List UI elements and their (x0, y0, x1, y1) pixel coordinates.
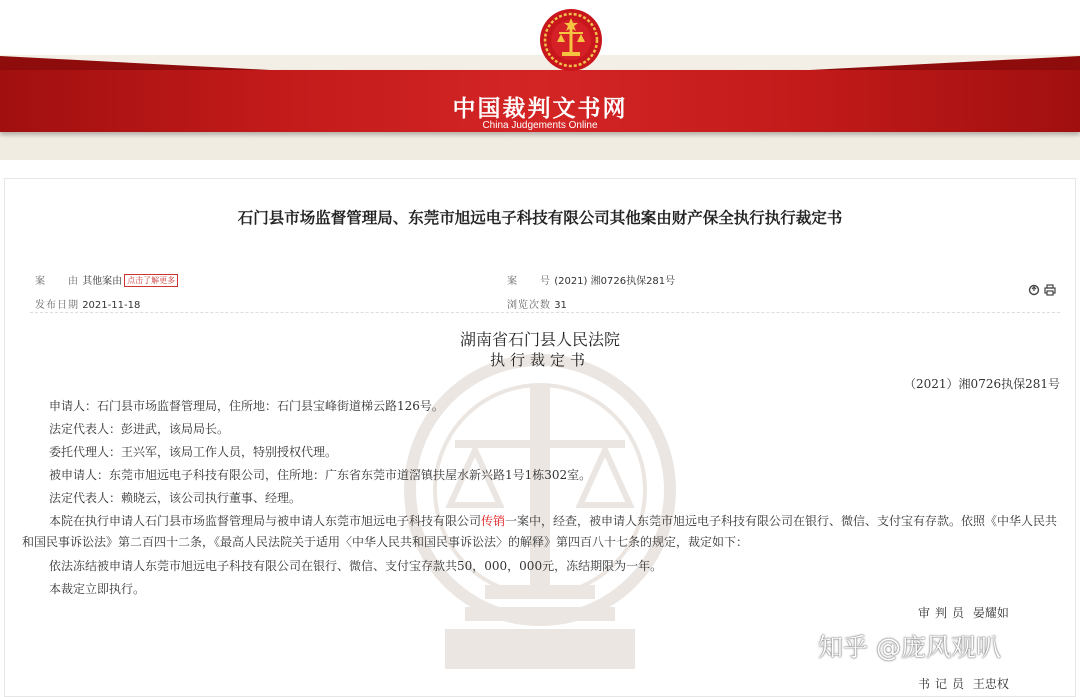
judge-role: 审判员 (918, 606, 970, 620)
document-type: 执行裁定书 (489, 351, 590, 369)
judge-name: 晏耀如 (972, 606, 1009, 620)
party-line: 申请人：石门县市场监督管理局，住所地：石门县宝峰街道梯云路126号。 (49, 399, 444, 413)
meta-cause (35, 272, 178, 287)
clerk-role: 书记员 (918, 677, 970, 691)
case-number: （2021）湘0726执保281号 (904, 377, 1060, 391)
site-subtitle: China Judgements Online (482, 120, 598, 131)
highlight-keyword[interactable]: 传销 (481, 514, 506, 528)
toolbar (1028, 284, 1056, 299)
meta-date-value: 2021-11-18 (82, 300, 141, 311)
meta-views-value: 31 (554, 300, 567, 311)
party-line: 法定代表人：赖晓云，该公司执行董事、经理。 (49, 491, 302, 505)
banner-fold-left (0, 56, 270, 70)
meta-caseno-value: (2021) 湘0726执保281号 (554, 276, 676, 287)
judge-signature (918, 604, 1009, 621)
site-banner (0, 0, 1080, 160)
banner-fold-right (810, 56, 1080, 70)
court-emblem-icon[interactable] (538, 4, 604, 76)
party-line: 委托代理人：王兴军，该局工作人员，特别授权代理。 (49, 445, 338, 459)
meta-caseno (507, 272, 675, 287)
ruling-line: 依法冻结被申请人东莞市旭远电子科技有限公司在银行、微信、支付宝存款共50，000，000元，冻结期限为一年。 (49, 559, 663, 573)
meta-cause-value: 其他案由 (82, 276, 123, 287)
meta-divider (30, 312, 1060, 314)
clerk-signature (918, 675, 1009, 692)
learn-more-tag[interactable]: 点击了解更多 (124, 274, 178, 287)
print-icon[interactable] (1044, 284, 1056, 296)
document-title: 石门县市场监督管理局、东莞市旭远电子科技有限公司其他案由财产保全执行执行裁定书 (237, 209, 843, 227)
meta-views-label: 浏览次数 (507, 300, 551, 311)
meta-date-label: 发布日期 (35, 300, 79, 311)
site-title[interactable]: 中国裁判文书网 (452, 96, 628, 122)
party-line: 被申请人：东莞市旭远电子科技有限公司，住所地：广东省东莞市道滘镇扶屋水新兴路1号1栋302室。 (49, 468, 592, 482)
court-name: 湖南省石门县人民法院 (459, 330, 620, 349)
meta-caseno-label: 案 号 (507, 276, 551, 287)
court-watermark-icon (395, 345, 685, 675)
clerk-name: 王忠权 (972, 677, 1009, 691)
meta-cause-label: 案 由 (35, 276, 79, 287)
party-line: 法定代表人：彭进武，该局局长。 (49, 422, 230, 436)
body-text-after: 一案中，经查，被申请人东莞市旭远电子科技有限公司在银行、微信、支付宝有存款。依照《中华人民共和国民事诉讼法》第二百四十二条，《最高人民法院关于适用〈中华人民共和国民事诉讼法〉的解释》第四百八十七条的规定，裁定如下： (22, 514, 1058, 549)
meta-date (35, 296, 140, 311)
share-icon[interactable] (1028, 284, 1040, 296)
meta-views (507, 296, 567, 311)
zhihu-watermark: 知乎 @庞风观叭 (818, 633, 1001, 662)
body-paragraph (22, 511, 1062, 553)
body-text-before: 本院在执行申请人石门县市场监督管理局与被申请人东莞市旭远电子科技有限公司 (49, 514, 482, 528)
closing-line: 本裁定立即执行。 (49, 582, 146, 596)
